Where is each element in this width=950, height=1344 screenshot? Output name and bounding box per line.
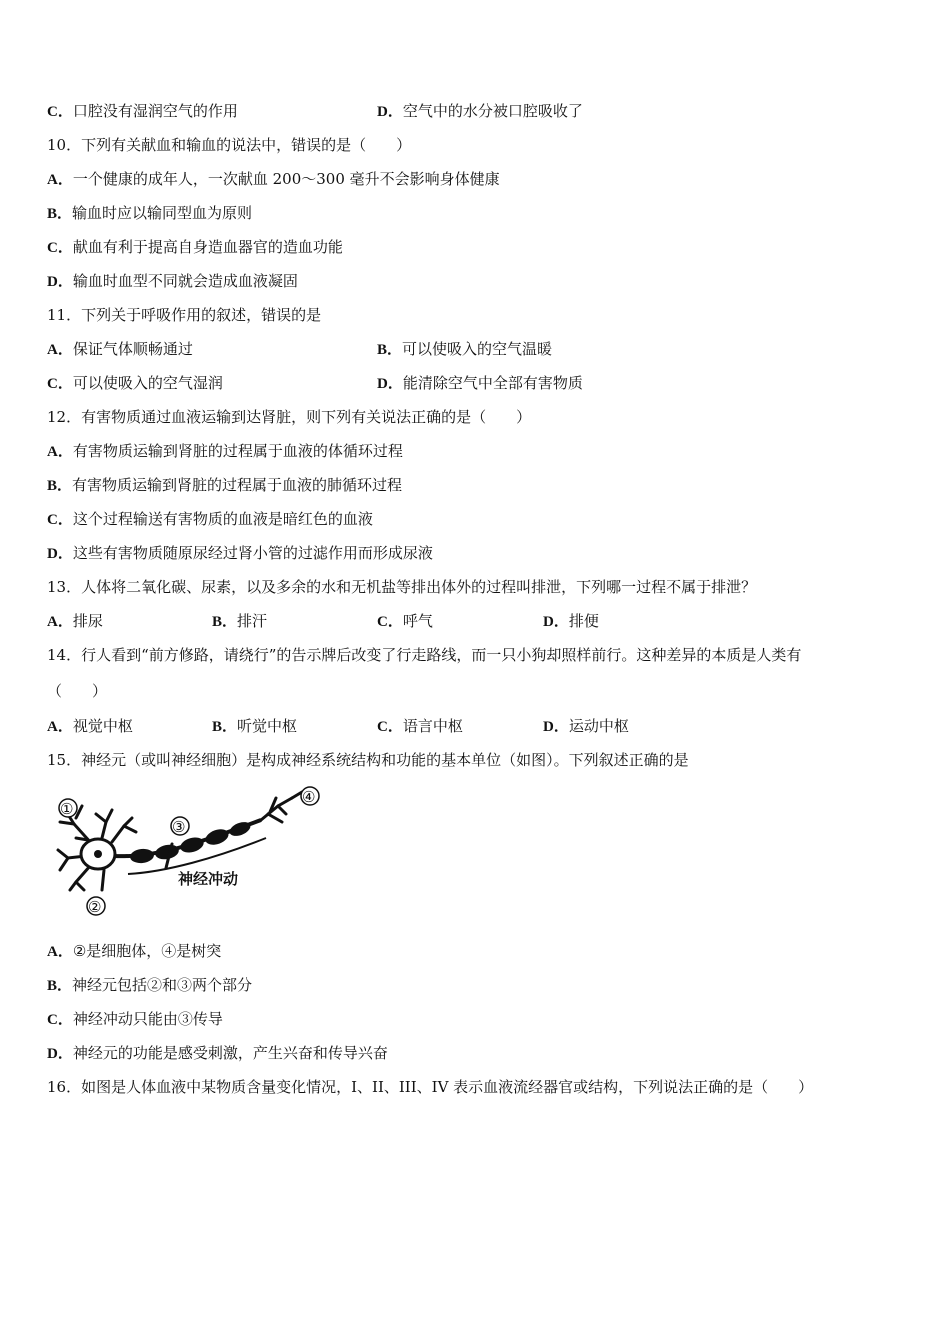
option-label: B． [377, 342, 403, 358]
option-label: D． [543, 719, 569, 735]
option-label: D． [47, 546, 73, 562]
axon-terminal [261, 798, 292, 820]
q15-option-a [47, 941, 221, 962]
option-label: D． [377, 104, 403, 120]
q14-option-a [47, 716, 133, 737]
q10-option-d [47, 271, 298, 292]
q12-stem: 12．有害物质通过血液运输到达肾脏，则下列有关说法正确的是（ ） [47, 408, 532, 426]
impulse-caption: 神经冲动 [178, 870, 239, 888]
marker-1: ① [60, 800, 74, 818]
option-text: 视觉中枢 [72, 717, 133, 735]
q11-option-d [377, 373, 583, 394]
option-text: 可以使吸入的空气湿润 [72, 374, 223, 392]
q10-stem: 10．下列有关献血和输血的说法中，错误的是（ ） [47, 136, 412, 154]
option-text: 这个过程输送有害物质的血液是暗红色的血液 [72, 510, 373, 528]
q14-option-b [212, 716, 297, 737]
option-text: 有害物质运输到肾脏的过程属于血液的肺循环过程 [72, 476, 403, 494]
q11-stem: 11．下列关于呼吸作用的叙述，错误的是 [47, 306, 322, 324]
option-text: 排便 [568, 612, 599, 630]
option-text: 一个健康的成年人，一次献血 200～300 毫升不会影响身体健康 [72, 170, 500, 188]
q14-option-d [543, 716, 629, 737]
q12-option-c [47, 509, 373, 530]
option-label: C． [47, 104, 73, 120]
pointer-line [102, 870, 104, 890]
q9-option-c [47, 101, 238, 122]
option-text: 运动中枢 [568, 717, 629, 735]
option-label: C． [47, 1012, 73, 1028]
option-label: A． [47, 614, 73, 630]
option-text: ②是细胞体，④是树突 [72, 942, 222, 960]
q11-option-c [47, 373, 223, 394]
option-label: B． [212, 719, 238, 735]
dendrite [60, 822, 74, 824]
option-label: C． [47, 376, 73, 392]
option-text: 排尿 [72, 612, 103, 630]
q13-stem: 13．人体将二氧化碳、尿素，以及多余的水和无机盐等排出体外的过程叫排泄，下列哪一过程不属于排泄？ [47, 578, 757, 596]
option-label: A． [47, 719, 73, 735]
q13-option-a [47, 611, 103, 632]
option-label: D． [543, 614, 569, 630]
q12-option-a [47, 441, 403, 462]
option-text: 呼气 [402, 612, 433, 630]
option-text: 神经元的功能是感受刺激，产生兴奋和传导兴奋 [72, 1044, 388, 1062]
q13-option-b [212, 611, 267, 632]
option-label: C． [377, 719, 403, 735]
option-text: 神经元包括②和③两个部分 [72, 976, 253, 994]
dendrite [102, 810, 112, 838]
q12-option-b [47, 475, 402, 496]
option-label: B． [47, 206, 73, 222]
q12-option-d [47, 543, 433, 564]
q15-option-b [47, 975, 252, 996]
q10-option-b [47, 203, 252, 224]
dendrite [76, 882, 84, 890]
option-text: 有害物质运输到肾脏的过程属于血液的体循环过程 [72, 442, 403, 460]
option-label: C． [377, 614, 403, 630]
q14-stem: 14．行人看到“前方修路，请绕行”的告示牌后改变了行走路线，而一只小狗却照样前行。这种差异的本质是人类有 [47, 646, 802, 664]
option-text: 输血时应以输同型血为原则 [72, 204, 253, 222]
q11-option-a [47, 339, 193, 360]
marker-4: ④ [302, 788, 316, 806]
q15-option-d [47, 1043, 388, 1064]
dendrite [124, 826, 136, 832]
dendrite [60, 858, 68, 870]
option-text: 口腔没有湿润空气的作用 [72, 102, 238, 120]
option-label: C． [47, 240, 73, 256]
neuron-diagram [46, 778, 336, 920]
option-label: D． [377, 376, 403, 392]
option-label: A． [47, 172, 73, 188]
q10-option-c [47, 237, 343, 258]
option-label: D． [47, 1046, 73, 1062]
option-text: 可以使吸入的空气温暖 [402, 340, 553, 358]
q9-option-d [377, 101, 583, 122]
option-text: 空气中的水分被口腔吸收了 [402, 102, 583, 120]
q15-stem: 15．神经元（或叫神经细胞）是构成神经系统结构和功能的基本单位（如图）。下列叙述正确的是 [47, 751, 689, 769]
option-text: 语言中枢 [402, 717, 463, 735]
q13-option-c [377, 611, 433, 632]
option-label: C． [47, 512, 73, 528]
option-text: 神经冲动只能由③传导 [72, 1010, 223, 1028]
option-text: 这些有害物质随原尿经过肾小管的过滤作用而形成尿液 [72, 544, 433, 562]
option-label: B． [47, 478, 73, 494]
option-label: A． [47, 444, 73, 460]
q16-stem: 16．如图是人体血液中某物质含量变化情况，I、II、III、IV 表示血液流经器官或结构，下列说法正确的是（ ） [47, 1078, 814, 1096]
q11-option-b [377, 339, 552, 360]
option-text: 输血时血型不同就会造成血液凝固 [72, 272, 298, 290]
dendrite [76, 838, 88, 840]
option-label: A． [47, 944, 73, 960]
q15-option-c [47, 1009, 223, 1030]
option-label: B． [47, 978, 73, 994]
axon-terminal [268, 814, 282, 822]
myelin-sheath [129, 819, 252, 864]
option-label: A． [47, 342, 73, 358]
q14-stem-cont: （ ） [47, 682, 108, 700]
option-text: 排汗 [237, 612, 268, 630]
q13-option-d [543, 611, 599, 632]
option-text: 献血有利于提高自身造血器官的造血功能 [72, 238, 343, 256]
option-label: D． [47, 274, 73, 290]
option-text: 听觉中枢 [237, 717, 298, 735]
q10-option-a [47, 169, 500, 190]
axon-terminal [278, 806, 286, 814]
dendrite [96, 814, 106, 822]
option-text: 保证气体顺畅通过 [72, 340, 193, 358]
option-label: B． [212, 614, 238, 630]
marker-2: ② [88, 898, 102, 916]
marker-3: ③ [172, 818, 186, 836]
q14-option-c [377, 716, 463, 737]
nucleus [94, 850, 102, 858]
option-text: 能清除空气中全部有害物质 [402, 374, 583, 392]
